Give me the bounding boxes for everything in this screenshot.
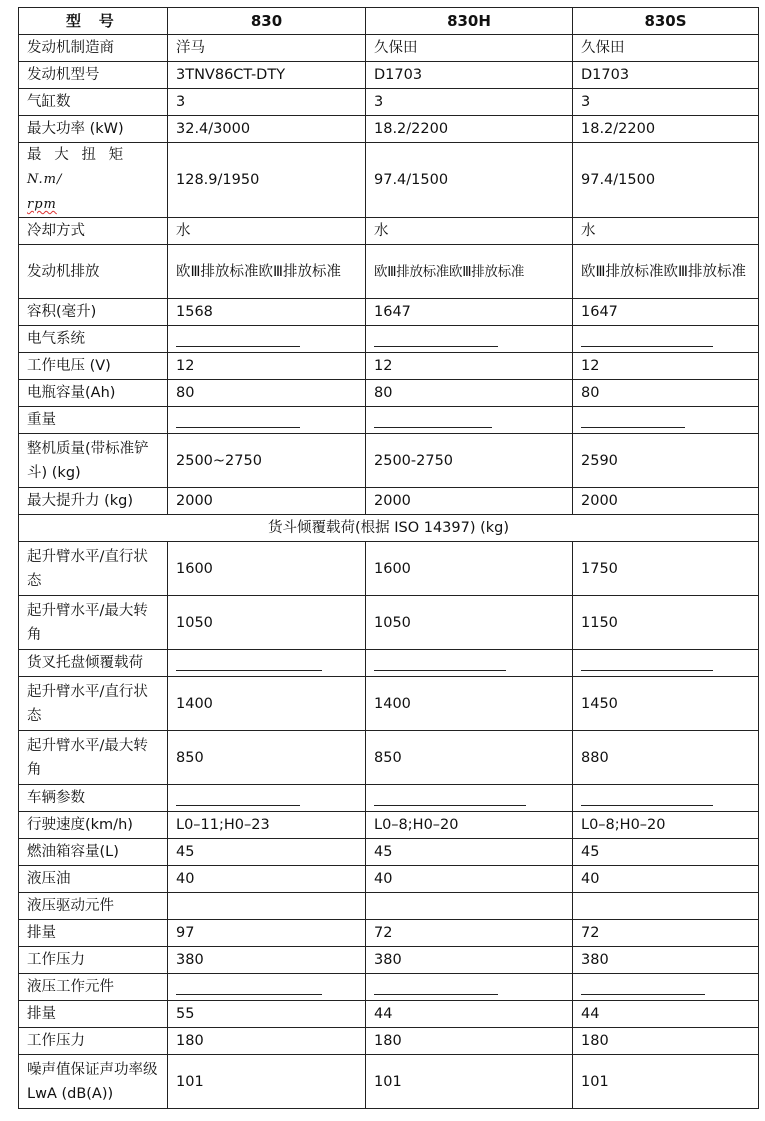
table-row (19, 245, 759, 299)
cell-830h: 2500-2750 (366, 434, 573, 488)
table-row (19, 731, 759, 785)
section-label: 液压驱动元件 (19, 893, 168, 920)
blank-cell (168, 974, 366, 1001)
cell-830s: 3 (573, 89, 759, 116)
cell-830s: 18.2/2200 (573, 116, 759, 143)
section-label: 货斗倾覆载荷(根据 ISO 14397) (kg) (19, 515, 759, 542)
section-row-bucket (19, 515, 759, 542)
cell-830h: 3 (366, 89, 573, 116)
cell-830s: 欧Ⅲ排放标准欧Ⅲ排放标准 (573, 245, 759, 299)
cell-830h: 40 (366, 866, 573, 893)
section-row-hyd-drive (19, 893, 759, 920)
model-830h: 830H (366, 8, 573, 35)
blank-cell (168, 650, 366, 677)
cell-830s: 2590 (573, 434, 759, 488)
table-row (19, 62, 759, 89)
cell-830s: 44 (573, 1001, 759, 1028)
blank-cell (366, 650, 573, 677)
cell-830: 1050 (168, 596, 366, 650)
cell-830s: 72 (573, 920, 759, 947)
cell-830: 3TNV86CT-DTY (168, 62, 366, 89)
table-row (19, 947, 759, 974)
cell-830h: 44 (366, 1001, 573, 1028)
cell-830: 55 (168, 1001, 366, 1028)
model-830s: 830S (573, 8, 759, 35)
blank-cell (573, 326, 759, 353)
blank-cell (366, 974, 573, 1001)
blank-cell (168, 326, 366, 353)
cell-830s: 1150 (573, 596, 759, 650)
blank-cell (366, 326, 573, 353)
cell-830s: 80 (573, 380, 759, 407)
table-row (19, 677, 759, 731)
blank-line (374, 413, 492, 428)
cell-830h: 380 (366, 947, 573, 974)
cell-830h: 1050 (366, 596, 573, 650)
table-row (19, 596, 759, 650)
row-label: 工作压力 (19, 1028, 168, 1055)
cell-830: 1568 (168, 299, 366, 326)
row-label: 容积(毫升) (19, 299, 168, 326)
blank-cell (366, 407, 573, 434)
row-label: 起升臂水平/直行状态 (19, 677, 168, 731)
cell-830h: 18.2/2200 (366, 116, 573, 143)
section-row-fork (19, 650, 759, 677)
cell-830: 97 (168, 920, 366, 947)
blank-line (374, 656, 506, 671)
section-row-weight (19, 407, 759, 434)
blank-line (176, 656, 322, 671)
table-row (19, 218, 759, 245)
cell-830h: 80 (366, 380, 573, 407)
section-row-electrical (19, 326, 759, 353)
cell-830h: 1600 (366, 542, 573, 596)
blank-line (176, 791, 300, 806)
cell-830: 1600 (168, 542, 366, 596)
row-label: 发动机排放 (19, 245, 168, 299)
cell-830: 45 (168, 839, 366, 866)
cell-830h: 72 (366, 920, 573, 947)
blank-line (176, 980, 322, 995)
blank-cell (573, 785, 759, 812)
empty-cell (366, 893, 573, 920)
cell-830: 水 (168, 218, 366, 245)
blank-cell (573, 974, 759, 1001)
cell-830: 欧Ⅲ排放标准欧Ⅲ排放标准 (168, 245, 366, 299)
cell-830s: 380 (573, 947, 759, 974)
row-label: 气缸数 (19, 89, 168, 116)
table-row (19, 812, 759, 839)
row-label: 最大提升力 (kg) (19, 488, 168, 515)
cell-830h: 45 (366, 839, 573, 866)
torque-label-text: 最 大 扭 矩 (27, 147, 128, 163)
cell-830: 101 (168, 1055, 366, 1109)
row-label: 整机质量(带标准铲斗) (kg) (19, 434, 168, 488)
blank-line (176, 413, 300, 428)
blank-cell (366, 785, 573, 812)
table-row (19, 116, 759, 143)
cell-830h: 12 (366, 353, 573, 380)
table-row (19, 839, 759, 866)
torque-unit-top: N.m/ (27, 172, 63, 187)
cell-830s: 40 (573, 866, 759, 893)
cell-830h: 久保田 (366, 35, 573, 62)
row-label (19, 143, 168, 218)
table-row (19, 89, 759, 116)
cell-830s: 97.4/1500 (573, 143, 759, 218)
blank-cell (573, 407, 759, 434)
cell-830h: 850 (366, 731, 573, 785)
section-row-vehicle (19, 785, 759, 812)
blank-line (581, 413, 685, 428)
blank-line (581, 791, 713, 806)
cell-830: L0–11;H0–23 (168, 812, 366, 839)
cell-830s: 12 (573, 353, 759, 380)
row-label: 噪声值保证声功率级 LwA (dB(A)) (19, 1055, 168, 1109)
row-label: 起升臂水平/最大转角 (19, 731, 168, 785)
row-label: 液压油 (19, 866, 168, 893)
cell-830s: 180 (573, 1028, 759, 1055)
row-label: 最大功率 (kW) (19, 116, 168, 143)
cell-830h: 2000 (366, 488, 573, 515)
section-label: 液压工作元件 (19, 974, 168, 1001)
blank-line (374, 332, 498, 347)
row-label: 排量 (19, 1001, 168, 1028)
table-row (19, 1001, 759, 1028)
header-row (19, 8, 759, 35)
cell-830s: L0–8;H0–20 (573, 812, 759, 839)
section-label: 重量 (19, 407, 168, 434)
row-label: 起升臂水平/最大转角 (19, 596, 168, 650)
table-row (19, 143, 759, 218)
cell-830h: 97.4/1500 (366, 143, 573, 218)
blank-line (581, 656, 713, 671)
row-label: 发动机型号 (19, 62, 168, 89)
table-row (19, 353, 759, 380)
table-row (19, 542, 759, 596)
cell-830s: 880 (573, 731, 759, 785)
cell-830s: 1750 (573, 542, 759, 596)
row-label: 电瓶容量(Ah) (19, 380, 168, 407)
cell-830h: 欧Ⅲ排放标准欧Ⅲ排放标准 (366, 245, 573, 299)
blank-cell (168, 407, 366, 434)
cell-830s: 1450 (573, 677, 759, 731)
cell-830: 40 (168, 866, 366, 893)
cell-830: 850 (168, 731, 366, 785)
cell-830: 3 (168, 89, 366, 116)
blank-line (374, 980, 498, 995)
table-row (19, 35, 759, 62)
blank-line (581, 332, 713, 347)
cell-830h: 1647 (366, 299, 573, 326)
cell-830: 2500~2750 (168, 434, 366, 488)
row-label: 行驶速度(km/h) (19, 812, 168, 839)
cell-830: 380 (168, 947, 366, 974)
spec-table (18, 7, 759, 1109)
section-label: 车辆参数 (19, 785, 168, 812)
cell-830: 32.4/3000 (168, 116, 366, 143)
blank-line (581, 980, 705, 995)
cell-830: 洋马 (168, 35, 366, 62)
cell-830: 180 (168, 1028, 366, 1055)
cell-830: 12 (168, 353, 366, 380)
blank-line (176, 332, 300, 347)
cell-830s: D1703 (573, 62, 759, 89)
empty-cell (573, 893, 759, 920)
blank-cell (168, 785, 366, 812)
blank-cell (573, 650, 759, 677)
section-row-hyd-work (19, 974, 759, 1001)
table-row (19, 380, 759, 407)
cell-830: 2000 (168, 488, 366, 515)
cell-830h: 水 (366, 218, 573, 245)
cell-830s: 1647 (573, 299, 759, 326)
row-label: 工作压力 (19, 947, 168, 974)
table-row (19, 1055, 759, 1109)
cell-830h: D1703 (366, 62, 573, 89)
table-row (19, 1028, 759, 1055)
cell-830h: 101 (366, 1055, 573, 1109)
empty-cell (168, 893, 366, 920)
row-label: 工作电压 (V) (19, 353, 168, 380)
cell-830s: 久保田 (573, 35, 759, 62)
row-label: 排量 (19, 920, 168, 947)
header-label: 型 号 (19, 8, 168, 35)
row-label: 发动机制造商 (19, 35, 168, 62)
blank-line (374, 791, 526, 806)
row-label: 冷却方式 (19, 218, 168, 245)
cell-830s: 水 (573, 218, 759, 245)
section-label: 货叉托盘倾覆载荷 (19, 650, 168, 677)
row-label: 燃油箱容量(L) (19, 839, 168, 866)
model-830: 830 (168, 8, 366, 35)
cell-830s: 2000 (573, 488, 759, 515)
cell-830s: 45 (573, 839, 759, 866)
cell-830s: 101 (573, 1055, 759, 1109)
torque-unit-bottom: rpm (27, 197, 57, 212)
cell-830: 128.9/1950 (168, 143, 366, 218)
cell-830h: 180 (366, 1028, 573, 1055)
table-row (19, 920, 759, 947)
table-row (19, 299, 759, 326)
cell-830: 80 (168, 380, 366, 407)
section-label: 电气系统 (19, 326, 168, 353)
cell-830h: 1400 (366, 677, 573, 731)
table-row (19, 866, 759, 893)
row-label: 起升臂水平/直行状态 (19, 542, 168, 596)
table-row (19, 488, 759, 515)
table-row (19, 434, 759, 488)
cell-830h: L0–8;H0–20 (366, 812, 573, 839)
cell-830: 1400 (168, 677, 366, 731)
